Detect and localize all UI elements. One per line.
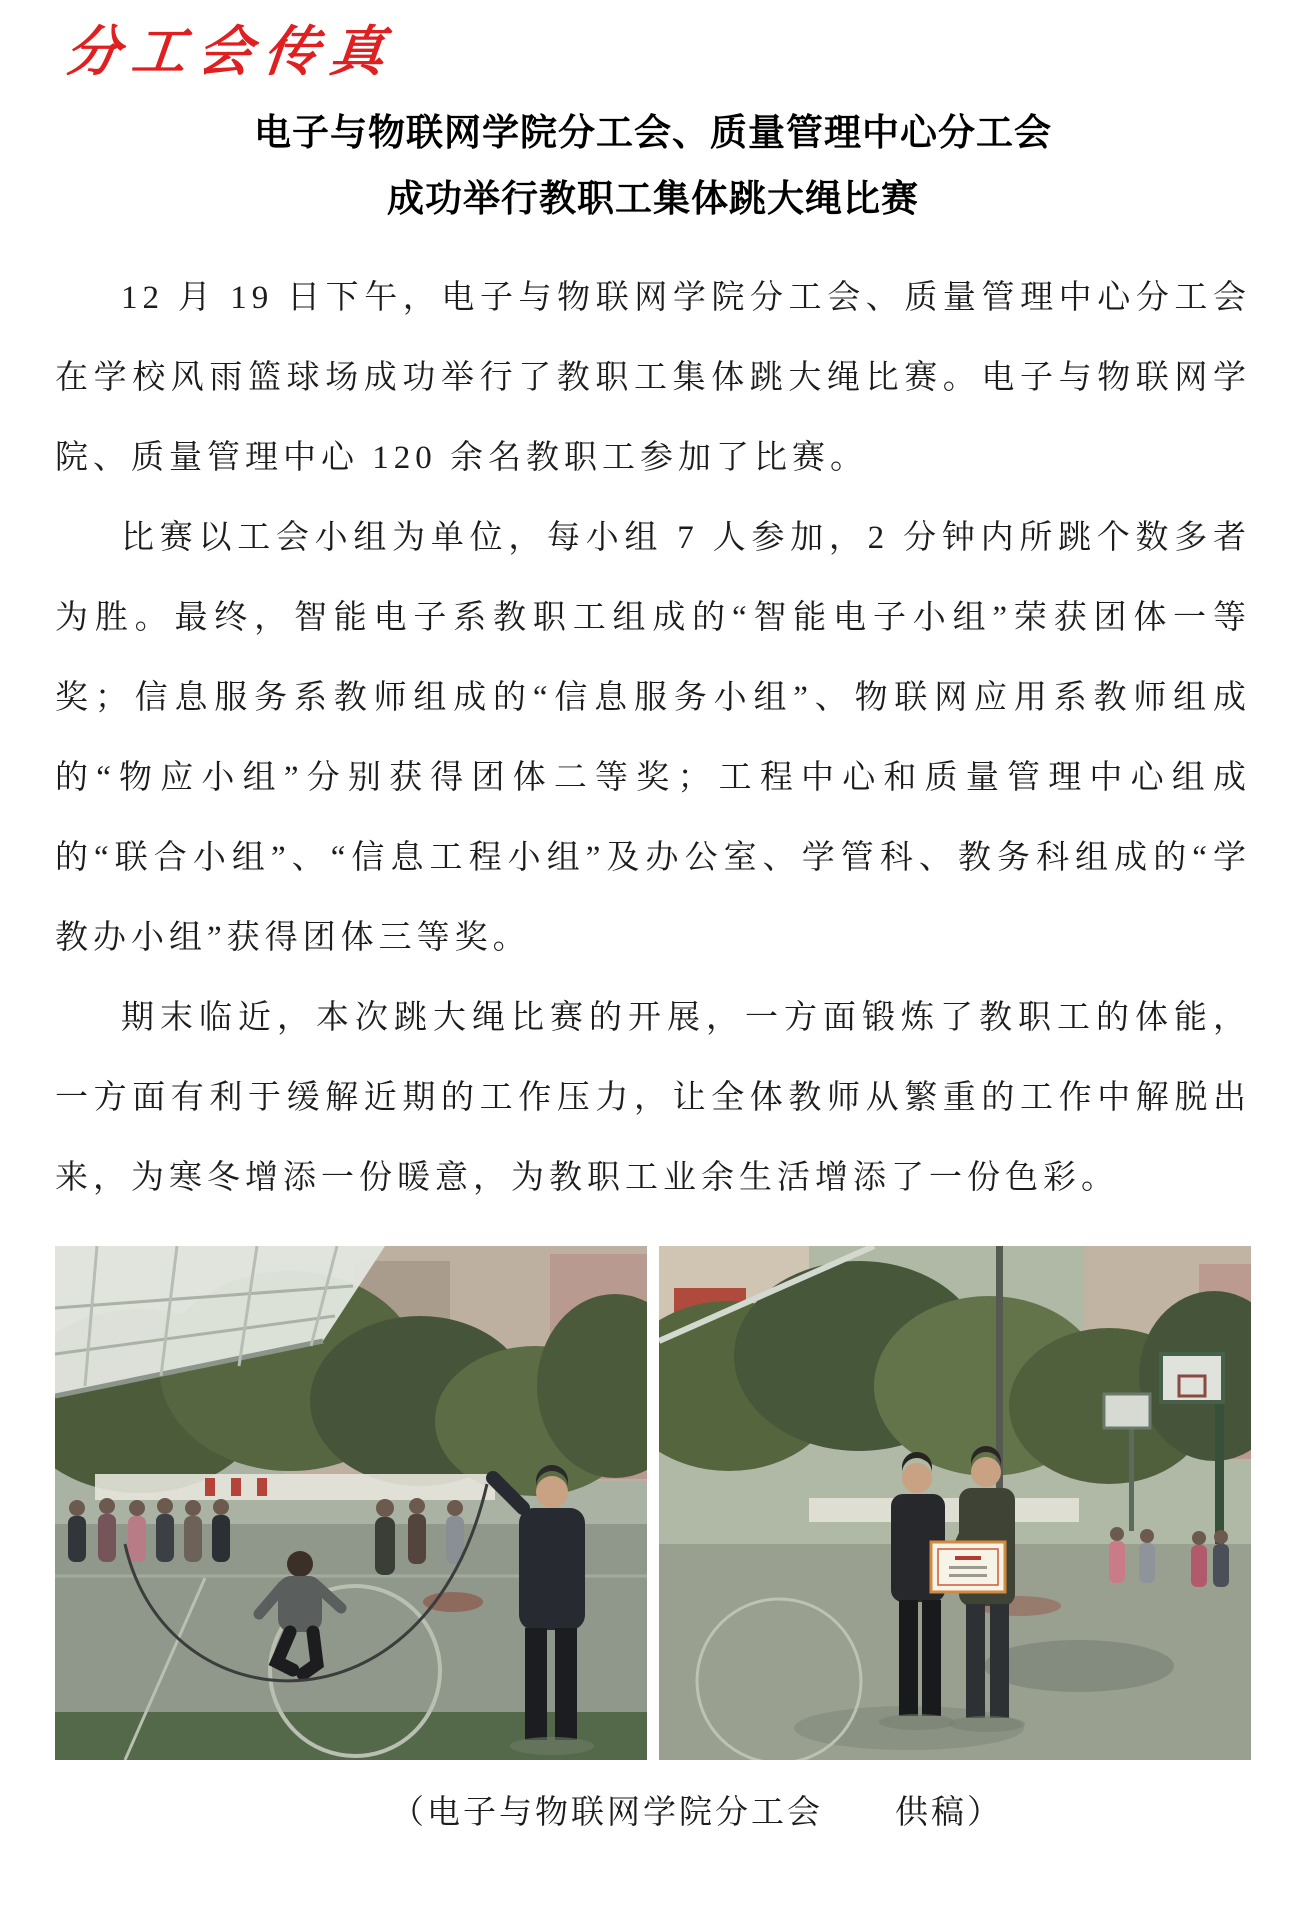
- paragraph-1: 12 月 19 日下午，电子与物联网学院分工会、质量管理中心分工会在学校风雨篮球场成功举行了教职工集体跳大绳比赛。电子与物联网学院、质量管理中心 120 余名教职工参加了比赛。: [55, 280, 1251, 476]
- byline: （电子与物联网学院分工会 供稿）: [391, 1795, 1003, 1831]
- paragraph-2: 比赛以工会小组为单位，每小组 7 人参加，2 分钟内所跳个数多者为胜。最终，智能电子系教职工组成的“智能电子小组”荣获团体一等奖；信息服务系教师组成的“信息服务小组”、物联网应用系教师组成的“物应小组”分别获得团体二等奖；工程中心和质量管理中心组成的“联合小组”、“信息工程小组”及办公室、学管科、教务科组成的“学教办小组”获得团体三等奖。: [55, 520, 1251, 956]
- article-body: [55, 258, 1251, 1218]
- photo-jump-rope-image: [55, 1246, 647, 1760]
- photo-award: [659, 1246, 1251, 1760]
- photo-award-image: [659, 1246, 1251, 1760]
- photo-jump-rope: [55, 1246, 647, 1760]
- article-title-line1: 电子与物联网学院分工会、质量管理中心分工会: [254, 112, 1052, 153]
- photo-row: [55, 1246, 1251, 1760]
- certificate: [931, 1542, 1005, 1592]
- article-title-line2: 成功举行教职工集体跳大绳比赛: [387, 178, 919, 219]
- paragraph-3: 期末临近，本次跳大绳比赛的开展，一方面锻炼了教职工的体能，一方面有利于缓解近期的工作压力，让全体教师从繁重的工作中解脱出来，为寒冬增添一份暖意，为教职工业余生活增添了一份色彩。: [55, 1000, 1251, 1196]
- masthead-logo: 分工会传真: [62, 19, 400, 83]
- article-title: [55, 100, 1251, 232]
